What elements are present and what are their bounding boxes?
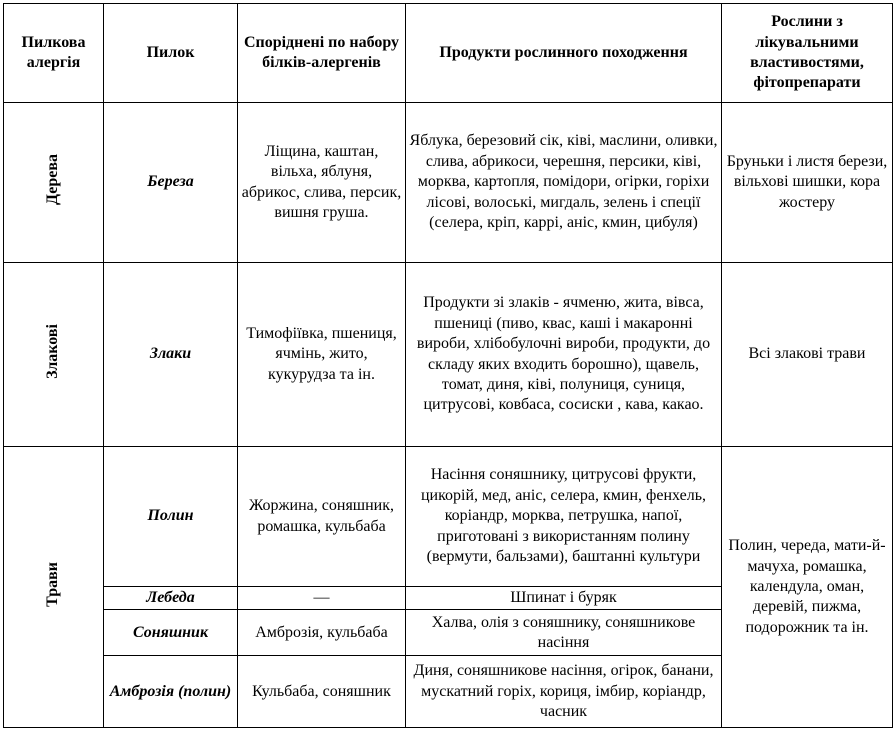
products-sunflower: Халва, олія з соняшнику, соняшникове насіння xyxy=(406,610,722,656)
header-medicinal: Рослини з лікувальними властивостями, фітопрепарати xyxy=(722,4,893,103)
group-label-cereals: Злакові xyxy=(44,323,62,379)
group-label-trees: Дерева xyxy=(44,153,62,205)
medicinal-trees: Бруньки і листя берези, вільхові шишки, кора жостеру xyxy=(722,103,893,263)
header-pollen: Пилок xyxy=(104,4,238,103)
header-allergy: Пилкова алергія xyxy=(4,4,104,103)
pollen-sunflower: Соняшник xyxy=(104,610,238,656)
header-products: Продукти рослинного походження xyxy=(406,4,722,103)
group-cereals xyxy=(4,263,104,447)
group-trees xyxy=(4,103,104,263)
products-birch: Яблука, березовий сік, ківі, маслини, оливки, слива, абрикоси, черешня, персики, ківі, морква, картопля, помідори, огірки, горіхи лісові, волоські, мигдаль, зелень і спеції (селера, кріп, каррі, аніс, кмин, цибуля) xyxy=(406,103,722,263)
allergy-table xyxy=(3,3,893,728)
related-orache: — xyxy=(238,587,406,610)
header-row xyxy=(4,4,893,103)
related-sunflower: Амброзія, кульбаба xyxy=(238,610,406,656)
related-birch: Ліщина, каштан, вільха, яблуня, абрикос, слива, персик, вишня груша. xyxy=(238,103,406,263)
pollen-birch: Береза xyxy=(104,103,238,263)
related-wormwood: Жоржина, соняшник, ромашка, кульбаба xyxy=(238,447,406,587)
related-ragweed: Кульбаба, соняшник xyxy=(238,656,406,728)
pollen-wormwood: Полин xyxy=(104,447,238,587)
medicinal-cereals: Всі злакові трави xyxy=(722,263,893,447)
header-related: Споріднені по набору білків-алергенів xyxy=(238,4,406,103)
group-label-herbs: Трави xyxy=(44,561,62,607)
row-wormwood xyxy=(4,447,893,587)
pollen-cereals: Злаки xyxy=(104,263,238,447)
products-orache: Шпинат і буряк xyxy=(406,587,722,610)
medicinal-herbs: Полин, череда, мати-й-мачуха, ромашка, календула, оман, деревій, пижма, подорожник та ін. xyxy=(722,447,893,728)
products-wormwood: Насіння соняшнику, цитрусові фрукти, цикорій, мед, аніс, селера, кмин, фенхель, коріандр, морква, петрушка, напої, приготовані з використанням полину (вермути, бальзами), баштанні культури xyxy=(406,447,722,587)
pollen-ragweed: Амброзія (полин) xyxy=(104,656,238,728)
row-trees xyxy=(4,103,893,263)
pollen-orache: Лебеда xyxy=(104,587,238,610)
group-herbs xyxy=(4,447,104,728)
products-ragweed: Диня, соняшникове насіння, огірок, банани, мускатний горіх, кориця, імбир, коріандр, часник xyxy=(406,656,722,728)
row-cereals xyxy=(4,263,893,447)
products-cereals: Продукти зі злаків - ячменю, жита, вівса, пшениці (пиво, квас, каші і макаронні вироби, хлібобулочні вироби, продукти, до складу яких входить борошно), щавель, томат, диня, ківі, полуниця, суниця, цитрусові, ковбаса, сосиски , кава, какао. xyxy=(406,263,722,447)
related-cereals: Тимофіївка, пшениця, ячмінь, жито, кукурудза та ін. xyxy=(238,263,406,447)
